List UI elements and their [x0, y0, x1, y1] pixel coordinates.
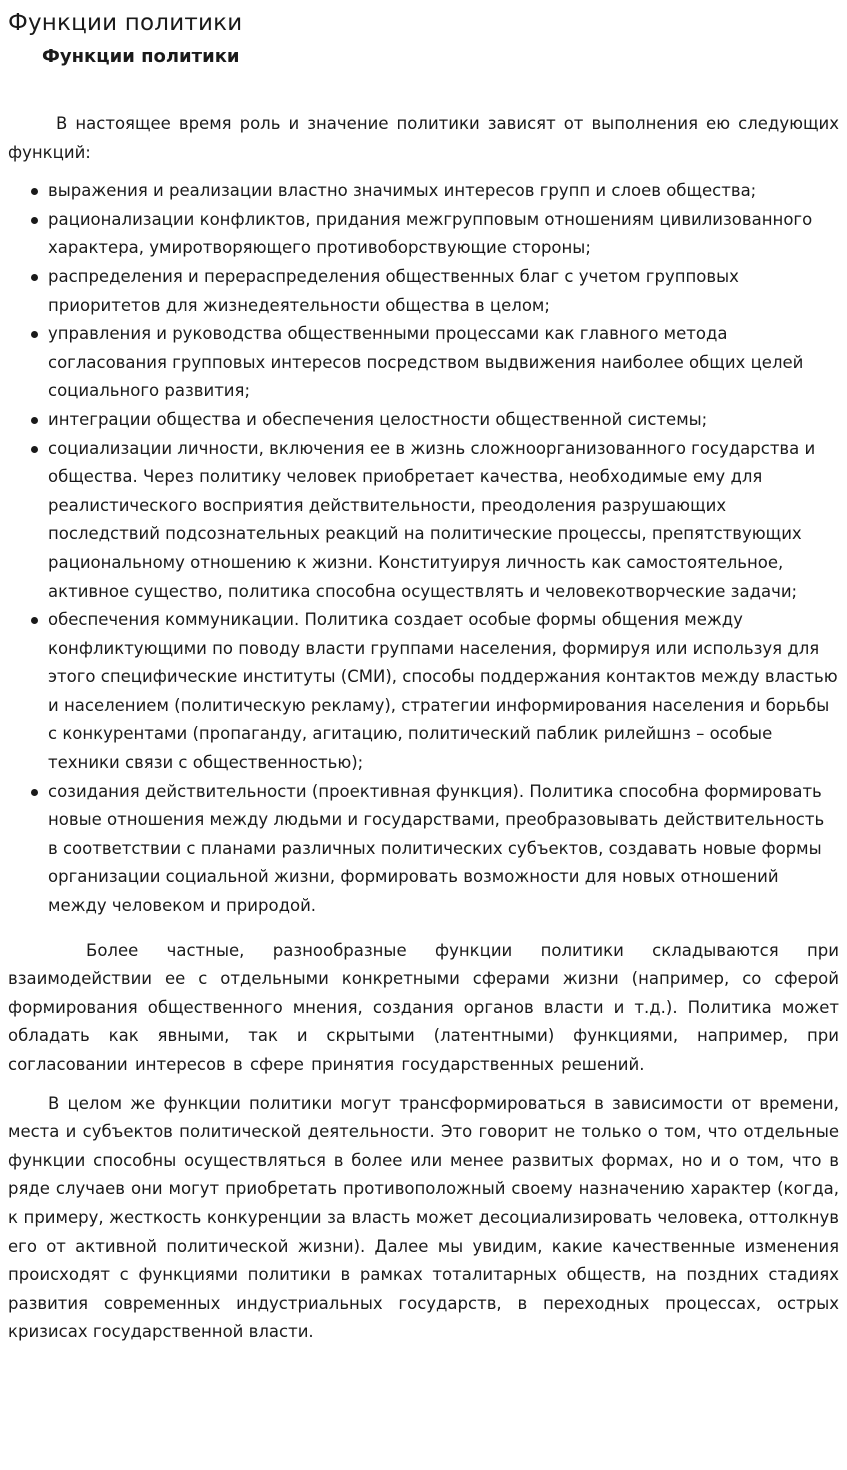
list-item: интеграции общества и обеспечения целостности общественной системы; — [48, 406, 839, 435]
body-paragraph: В целом же функции политики могут трансформироваться в зависимости от времени, места и субъектов политической деятельности. Это говорит не только о том, что отдельные функции способны осуществляться в более или менее развитых формах, но и о том, что в ряде случаев они могут приобретать противоположный своему назначению характер (когда, к примеру, жесткость конкуренции за власть может десоциализировать человека, оттолкнув его от активной политической жизни). Далее мы увидим, какие качественные изменения происходят с функциями политики в рамках тоталитарных обществ, на поздних стадиях развития современных индустриальных государств, в переходных процессах, острых кризисах государственной власти. — [8, 1093, 839, 1342]
list-item: созидания действительности (проективная функция). Политика способна формировать новые отношения между людьми и государствами, преобразовывать действительность в соответствии с планами различных политических субъектов, создавать новые формы организации социальной жизни, формировать возможности для новых отношений между человеком и природой. — [48, 778, 839, 921]
functions-list — [8, 177, 839, 920]
list-item: выражения и реализации властно значимых интересов групп и слоев общества; — [48, 177, 839, 206]
section-heading: Функции политики — [42, 46, 240, 67]
list-item: управления и руководства общественными процессами как главного метода согласования групповых интересов посредством выдвижения наиболее общих целей социального развития; — [48, 320, 839, 406]
list-item: социализации личности, включения ее в жизнь сложноорганизованного государства и общества. Через политику человек приобретает качества, необходимые ему для реалистического восприятия действительности, преодоления разрушающих последствий подсознательных реакций на политические процессы, препятствующих рациональному отношению к жизни. Конституируя личность как самостоятельное, активное существо, политика способна осуществлять и человекотворческие задачи; — [48, 435, 839, 607]
page-title: Функции политики — [8, 10, 243, 36]
body-paragraph: Более частные, разнообразные функции политики складываются при взаимодействии ее с отдельными конкретными сферами жизни (например, со сферой формирования общественного мнения, создания органов власти и т.д.). Политика может обладать как явными, так и скрытыми (латентными) функциями, например, при согласовании интересов в сфере принятия государственных решений. — [8, 940, 839, 1074]
list-item: распределения и перераспределения общественных благ с учетом групповых приоритетов для жизнедеятельности общества в целом; — [48, 263, 839, 320]
list-item: рационализации конфликтов, придания межгрупповым отношениям цивилизованного характера, умиротворяющего противоборствующие стороны; — [48, 206, 839, 263]
list-item: обеспечения коммуникации. Политика создает особые формы общения между конфликтующими по поводу власти группами населения, формируя или используя для этого специфические институты (СМИ), способы поддержания контактов между властью и населением (политическую рекламу), стратегии информирования населения и борьбы с конкурентами (пропаганду, агитацию, политический паблик рилейшнз – особые техники связи с общественностью); — [48, 606, 839, 778]
intro-paragraph: В настоящее время роль и значение политики зависят от выполнения ею следующих функций: — [8, 114, 839, 162]
